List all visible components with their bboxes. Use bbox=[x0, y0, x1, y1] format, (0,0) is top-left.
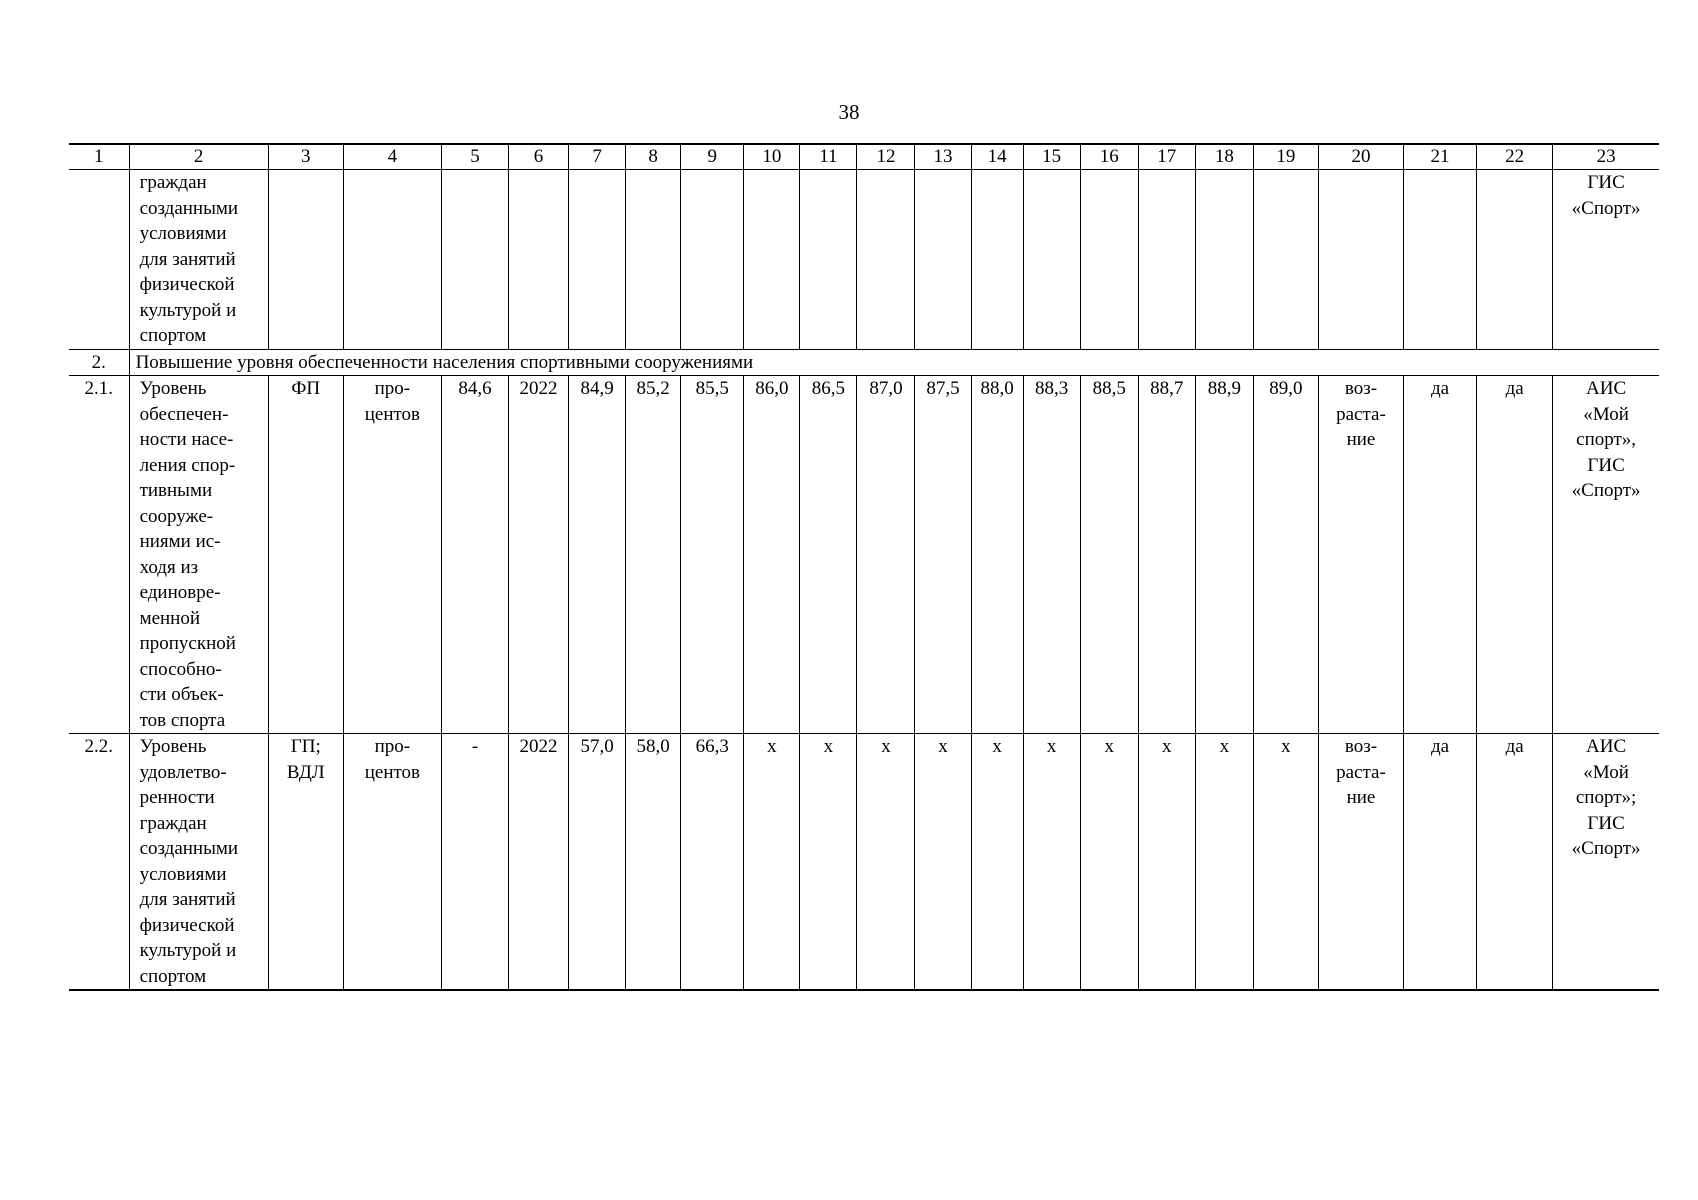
column-number: 8 bbox=[626, 144, 681, 170]
continuation-row bbox=[69, 170, 1659, 350]
column-number: 15 bbox=[1023, 144, 1080, 170]
indicator-type: ФП bbox=[268, 376, 343, 734]
value-cell: х bbox=[915, 734, 971, 991]
column-number: 9 bbox=[681, 144, 744, 170]
column-number: 6 bbox=[509, 144, 569, 170]
value-cell: 89,0 bbox=[1253, 376, 1318, 734]
row-number: 2.1. bbox=[69, 376, 129, 734]
column-number: 11 bbox=[800, 144, 857, 170]
value-cell: х bbox=[744, 734, 800, 991]
value-cell: х bbox=[1080, 734, 1138, 991]
value-cell: х bbox=[1023, 734, 1080, 991]
column-number: 2 bbox=[129, 144, 268, 170]
section-title: Повышение уровня обеспеченности населения спортивными сооружениями bbox=[129, 349, 1659, 376]
value-cell: х bbox=[1253, 734, 1318, 991]
value-cell: 87,0 bbox=[857, 376, 915, 734]
column-number: 20 bbox=[1318, 144, 1403, 170]
trend: воз- раста- ние bbox=[1318, 734, 1403, 991]
column-number: 3 bbox=[268, 144, 343, 170]
data-source: ГИС «Спорт» bbox=[1553, 170, 1659, 350]
row-number: 2.2. bbox=[69, 734, 129, 991]
column-number-row bbox=[69, 144, 1659, 170]
indicator-name: граждан созданными условиями для занятий физической культурой и спортом bbox=[129, 170, 268, 350]
column-number: 1 bbox=[69, 144, 129, 170]
column-number: 18 bbox=[1195, 144, 1253, 170]
column-number: 19 bbox=[1253, 144, 1318, 170]
column-number: 13 bbox=[915, 144, 971, 170]
value-cell: 58,0 bbox=[626, 734, 681, 991]
value-cell: 88,0 bbox=[971, 376, 1023, 734]
column-number: 10 bbox=[744, 144, 800, 170]
table-row bbox=[69, 734, 1659, 991]
value-cell: х bbox=[1195, 734, 1253, 991]
unit: про- центов bbox=[343, 734, 441, 991]
indicator-name: Уровень удовлетво- ренности граждан созданными условиями для занятий физической культурой и спортом bbox=[129, 734, 268, 991]
base-value: - bbox=[441, 734, 508, 991]
value-cell: 88,9 bbox=[1195, 376, 1253, 734]
value-cell: 88,3 bbox=[1023, 376, 1080, 734]
value-cell: х bbox=[857, 734, 915, 991]
data-source: АИС «Мой спорт», ГИС «Спорт» bbox=[1553, 376, 1659, 734]
value-cell: 88,7 bbox=[1138, 376, 1195, 734]
value-cell: х bbox=[800, 734, 857, 991]
indicators-table bbox=[69, 143, 1659, 991]
base-year: 2022 bbox=[509, 376, 569, 734]
value-cell: х bbox=[971, 734, 1023, 991]
section-row bbox=[69, 349, 1659, 376]
data-source: АИС «Мой спорт»; ГИС «Спорт» bbox=[1553, 734, 1659, 991]
value-cell: 84,9 bbox=[569, 376, 626, 734]
base-value: 84,6 bbox=[441, 376, 508, 734]
value-cell: 86,0 bbox=[744, 376, 800, 734]
table-row bbox=[69, 376, 1659, 734]
value-cell: 87,5 bbox=[915, 376, 971, 734]
unit: про- центов bbox=[343, 376, 441, 734]
column-number: 22 bbox=[1477, 144, 1553, 170]
column-number: 16 bbox=[1080, 144, 1138, 170]
page-number: 38 bbox=[838, 100, 860, 124]
base-year: 2022 bbox=[509, 734, 569, 991]
trend: воз- раста- ние bbox=[1318, 376, 1403, 734]
column-number: 21 bbox=[1404, 144, 1477, 170]
flag-cell: да bbox=[1404, 376, 1477, 734]
value-cell: 66,3 bbox=[681, 734, 744, 991]
indicator-name: Уровень обеспечен- ности насе- ления спор- тивными сооруже- ниями ис- ходя из единовре- менной пропускной способно- сти объек- тов спорта bbox=[129, 376, 268, 734]
value-cell: 57,0 bbox=[569, 734, 626, 991]
value-cell: 85,5 bbox=[681, 376, 744, 734]
value-cell: 85,2 bbox=[626, 376, 681, 734]
column-number: 23 bbox=[1553, 144, 1659, 170]
section-number: 2. bbox=[69, 349, 129, 376]
value-cell: 86,5 bbox=[800, 376, 857, 734]
column-number: 17 bbox=[1138, 144, 1195, 170]
column-number: 14 bbox=[971, 144, 1023, 170]
indicator-type: ГП; ВДЛ bbox=[268, 734, 343, 991]
column-number: 12 bbox=[857, 144, 915, 170]
column-number: 7 bbox=[569, 144, 626, 170]
flag-cell: да bbox=[1404, 734, 1477, 991]
column-number: 5 bbox=[441, 144, 508, 170]
value-cell: х bbox=[1138, 734, 1195, 991]
flag-cell: да bbox=[1477, 734, 1553, 991]
value-cell: 88,5 bbox=[1080, 376, 1138, 734]
column-number: 4 bbox=[343, 144, 441, 170]
flag-cell: да bbox=[1477, 376, 1553, 734]
